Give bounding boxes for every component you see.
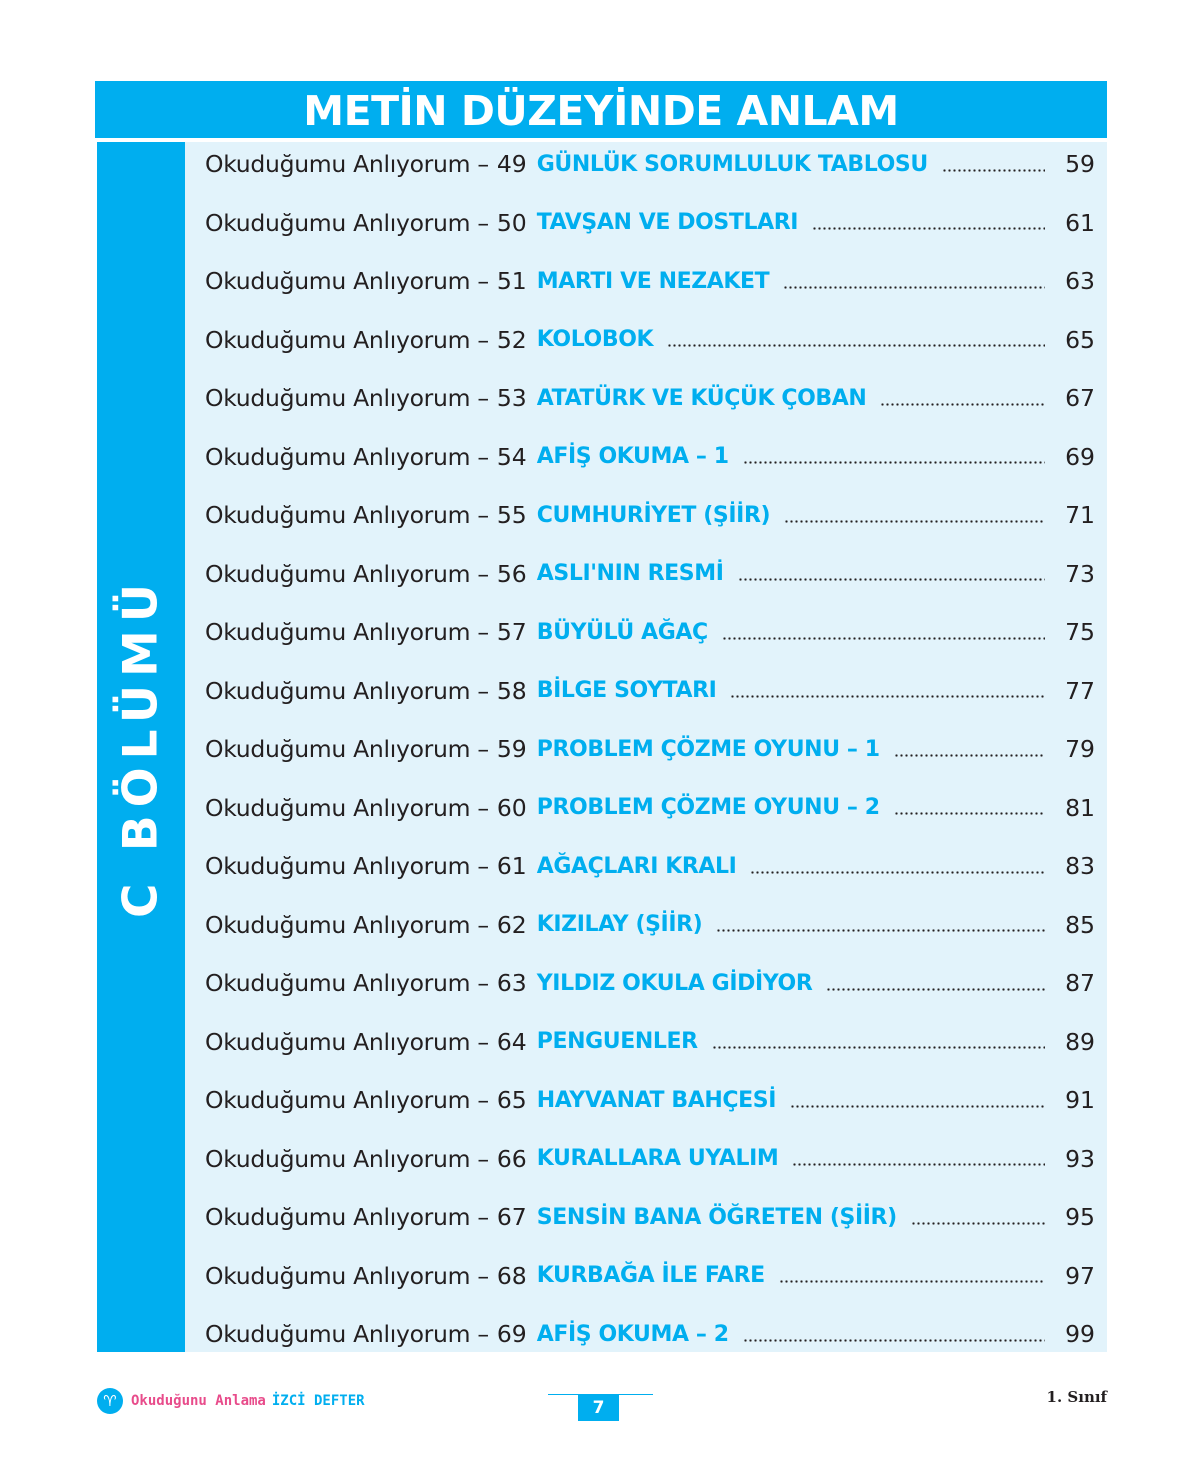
page-number: 7 bbox=[578, 1394, 619, 1421]
entry-title: BÜYÜLÜ AĞAÇ bbox=[536, 619, 708, 645]
entry-prefix: Okuduğumu Anlıyorum – bbox=[205, 1027, 489, 1056]
entry-title: PROBLEM ÇÖZME OYUNU – 1 bbox=[536, 736, 880, 762]
dot-leader bbox=[779, 1280, 1045, 1283]
entry-prefix: Okuduğumu Anlıyorum – bbox=[205, 208, 489, 237]
entry-number: 60 bbox=[496, 793, 527, 822]
toc-entry[interactable] bbox=[205, 1195, 1095, 1239]
entry-page: 99 bbox=[1065, 1320, 1095, 1348]
entry-page: 91 bbox=[1065, 1086, 1095, 1114]
entry-title: HAYVANAT BAHÇESİ bbox=[536, 1087, 776, 1113]
entry-title: MARTI VE NEZAKET bbox=[536, 268, 770, 294]
entry-page: 95 bbox=[1065, 1203, 1095, 1231]
dot-leader bbox=[826, 988, 1045, 991]
entry-number: 58 bbox=[496, 676, 527, 705]
entry-number: 62 bbox=[496, 910, 527, 939]
entry-prefix: Okuduğumu Anlıyorum – bbox=[205, 559, 489, 588]
dot-leader bbox=[894, 754, 1045, 757]
entry-prefix: Okuduğumu Anlıyorum – bbox=[205, 1086, 489, 1114]
section-label: C BÖLÜMÜ bbox=[113, 575, 169, 919]
entry-number: 63 bbox=[496, 969, 527, 997]
entry-title: PROBLEM ÇÖZME OYUNU – 2 bbox=[536, 795, 880, 820]
entry-number: 68 bbox=[496, 1261, 527, 1290]
entry-prefix: Okuduğumu Anlıyorum – bbox=[205, 501, 489, 529]
toc-entry[interactable] bbox=[205, 376, 1095, 420]
toc-entry[interactable] bbox=[205, 142, 1095, 186]
toc-entry[interactable] bbox=[205, 435, 1095, 479]
entry-page: 79 bbox=[1065, 735, 1095, 763]
entry-title: ATATÜRK VE KÜÇÜK ÇOBAN bbox=[536, 385, 867, 411]
entry-number: 52 bbox=[496, 325, 527, 354]
toc-entry[interactable] bbox=[205, 727, 1095, 771]
entry-title: KIZILAY (ŞİİR) bbox=[536, 912, 703, 937]
dot-leader bbox=[942, 169, 1045, 172]
toc-entry[interactable] bbox=[205, 318, 1095, 362]
entry-prefix: Okuduğumu Anlıyorum – bbox=[205, 618, 489, 646]
entry-page: 89 bbox=[1065, 1027, 1095, 1056]
entry-prefix: Okuduğumu Anlıyorum – bbox=[205, 735, 489, 763]
footer-brand bbox=[97, 1386, 365, 1416]
brand-name: Okuduğunu Anlama bbox=[131, 1393, 266, 1409]
entry-page: 93 bbox=[1065, 1144, 1095, 1173]
entry-prefix: Okuduğumu Anlıyorum – bbox=[205, 1144, 489, 1173]
grade-label: 1. Sınıf bbox=[1046, 1388, 1107, 1406]
entry-page: 69 bbox=[1065, 442, 1095, 471]
entry-number: 55 bbox=[496, 501, 527, 529]
entry-page: 65 bbox=[1065, 325, 1095, 354]
entry-page: 73 bbox=[1065, 559, 1095, 588]
toc-entry[interactable] bbox=[205, 786, 1095, 830]
entry-title: ASLI'NIN RESMİ bbox=[536, 561, 724, 586]
dot-leader bbox=[743, 1339, 1045, 1342]
entry-prefix: Okuduğumu Anlıyorum – bbox=[205, 910, 489, 939]
entry-page: 83 bbox=[1065, 852, 1095, 880]
dot-leader bbox=[716, 929, 1045, 932]
entry-number: 65 bbox=[496, 1086, 527, 1114]
entry-number: 49 bbox=[496, 150, 527, 178]
toc-entry[interactable] bbox=[205, 493, 1095, 537]
entry-title: AĞAÇLARI KRALI bbox=[536, 853, 737, 879]
entry-prefix: Okuduğumu Anlıyorum – bbox=[205, 1261, 489, 1290]
dot-leader bbox=[722, 637, 1045, 640]
dot-leader bbox=[738, 578, 1045, 581]
entry-prefix: Okuduğumu Anlıyorum – bbox=[205, 676, 489, 705]
entry-prefix: Okuduğumu Anlıyorum – bbox=[205, 1320, 489, 1348]
entry-number: 64 bbox=[496, 1027, 527, 1056]
toc-entry[interactable] bbox=[205, 1254, 1095, 1298]
entry-title: GÜNLÜK SORUMLULUK TABLOSU bbox=[536, 151, 928, 177]
dot-leader bbox=[911, 1222, 1045, 1225]
entry-number: 50 bbox=[496, 208, 527, 237]
dot-leader bbox=[712, 1046, 1045, 1049]
dot-leader bbox=[783, 286, 1045, 289]
entry-number: 57 bbox=[496, 618, 527, 646]
entry-title: KURBAĞA İLE FARE bbox=[536, 1263, 765, 1288]
dot-leader bbox=[894, 812, 1045, 815]
entry-title: AFİŞ OKUMA – 2 bbox=[536, 1321, 729, 1347]
dot-leader bbox=[784, 520, 1045, 523]
entry-number: 67 bbox=[496, 1203, 527, 1231]
entry-title: CUMHURİYET (ŞİİR) bbox=[536, 502, 771, 528]
entry-prefix: Okuduğumu Anlıyorum – bbox=[205, 325, 489, 354]
toc-entry[interactable] bbox=[205, 961, 1095, 1005]
entry-title: PENGUENLER bbox=[536, 1029, 698, 1054]
entry-title: SENSİN BANA ÖĞRETEN (ŞİİR) bbox=[536, 1204, 897, 1230]
entry-page: 61 bbox=[1065, 208, 1095, 237]
brand-series: İZCİ DEFTER bbox=[271, 1393, 365, 1409]
entry-title: YILDIZ OKULA GİDİYOR bbox=[536, 970, 813, 996]
entry-number: 51 bbox=[496, 267, 527, 295]
toc-list bbox=[185, 142, 1107, 1352]
entry-number: 59 bbox=[496, 735, 527, 763]
toc-entry[interactable] bbox=[205, 1078, 1095, 1122]
entry-page: 71 bbox=[1065, 501, 1095, 529]
toc-entry[interactable] bbox=[205, 610, 1095, 654]
dot-leader bbox=[730, 695, 1045, 698]
entry-number: 53 bbox=[496, 384, 527, 412]
toc-entry[interactable] bbox=[205, 201, 1095, 245]
entry-prefix: Okuduğumu Anlıyorum – bbox=[205, 442, 489, 471]
entry-page: 85 bbox=[1065, 910, 1095, 939]
dot-leader bbox=[750, 871, 1045, 874]
toc-entry[interactable] bbox=[205, 259, 1095, 303]
toc-entry[interactable] bbox=[205, 1020, 1095, 1064]
entry-prefix: Okuduğumu Anlıyorum – bbox=[205, 852, 489, 880]
entry-number: 66 bbox=[496, 1144, 527, 1173]
entry-prefix: Okuduğumu Anlıyorum – bbox=[205, 267, 489, 295]
toc-entry[interactable] bbox=[205, 552, 1095, 596]
dot-leader bbox=[743, 461, 1045, 464]
dot-leader bbox=[667, 344, 1045, 347]
entry-title: BİLGE SOYTARI bbox=[536, 678, 717, 703]
dot-leader bbox=[880, 403, 1045, 406]
entry-number: 61 bbox=[496, 852, 527, 880]
entry-prefix: Okuduğumu Anlıyorum – bbox=[205, 969, 489, 997]
entry-page: 87 bbox=[1065, 969, 1095, 997]
ram-head-icon: ♈ bbox=[97, 1388, 123, 1414]
entry-page: 59 bbox=[1065, 150, 1095, 178]
toc-entry[interactable] bbox=[205, 1312, 1095, 1356]
entry-number: 56 bbox=[496, 559, 527, 588]
entry-page: 67 bbox=[1065, 384, 1095, 412]
entry-page: 77 bbox=[1065, 676, 1095, 705]
entry-page: 75 bbox=[1065, 618, 1095, 646]
entry-prefix: Okuduğumu Anlıyorum – bbox=[205, 150, 489, 178]
entry-page: 97 bbox=[1065, 1261, 1095, 1290]
dot-leader bbox=[812, 227, 1045, 230]
page-title: METİN DÜZEYİNDE ANLAM bbox=[95, 81, 1107, 138]
entry-number: 54 bbox=[496, 442, 527, 471]
entry-page: 81 bbox=[1065, 793, 1095, 822]
toc-entry[interactable] bbox=[205, 669, 1095, 713]
toc-entry[interactable] bbox=[205, 844, 1095, 888]
dot-leader bbox=[792, 1163, 1045, 1166]
entry-title: KURALLARA UYALIM bbox=[536, 1146, 779, 1171]
entry-prefix: Okuduğumu Anlıyorum – bbox=[205, 384, 489, 412]
entry-title: KOLOBOK bbox=[536, 327, 654, 352]
toc-entry[interactable] bbox=[205, 903, 1095, 947]
entry-page: 63 bbox=[1065, 267, 1095, 295]
entry-title: AFİŞ OKUMA – 1 bbox=[536, 444, 729, 469]
dot-leader bbox=[790, 1105, 1045, 1108]
entry-title: TAVŞAN VE DOSTLARI bbox=[536, 210, 799, 235]
entry-number: 69 bbox=[496, 1320, 527, 1348]
entry-prefix: Okuduğumu Anlıyorum – bbox=[205, 793, 489, 822]
toc-entry[interactable] bbox=[205, 1137, 1095, 1181]
section-tab bbox=[97, 142, 185, 1352]
entry-prefix: Okuduğumu Anlıyorum – bbox=[205, 1203, 489, 1231]
